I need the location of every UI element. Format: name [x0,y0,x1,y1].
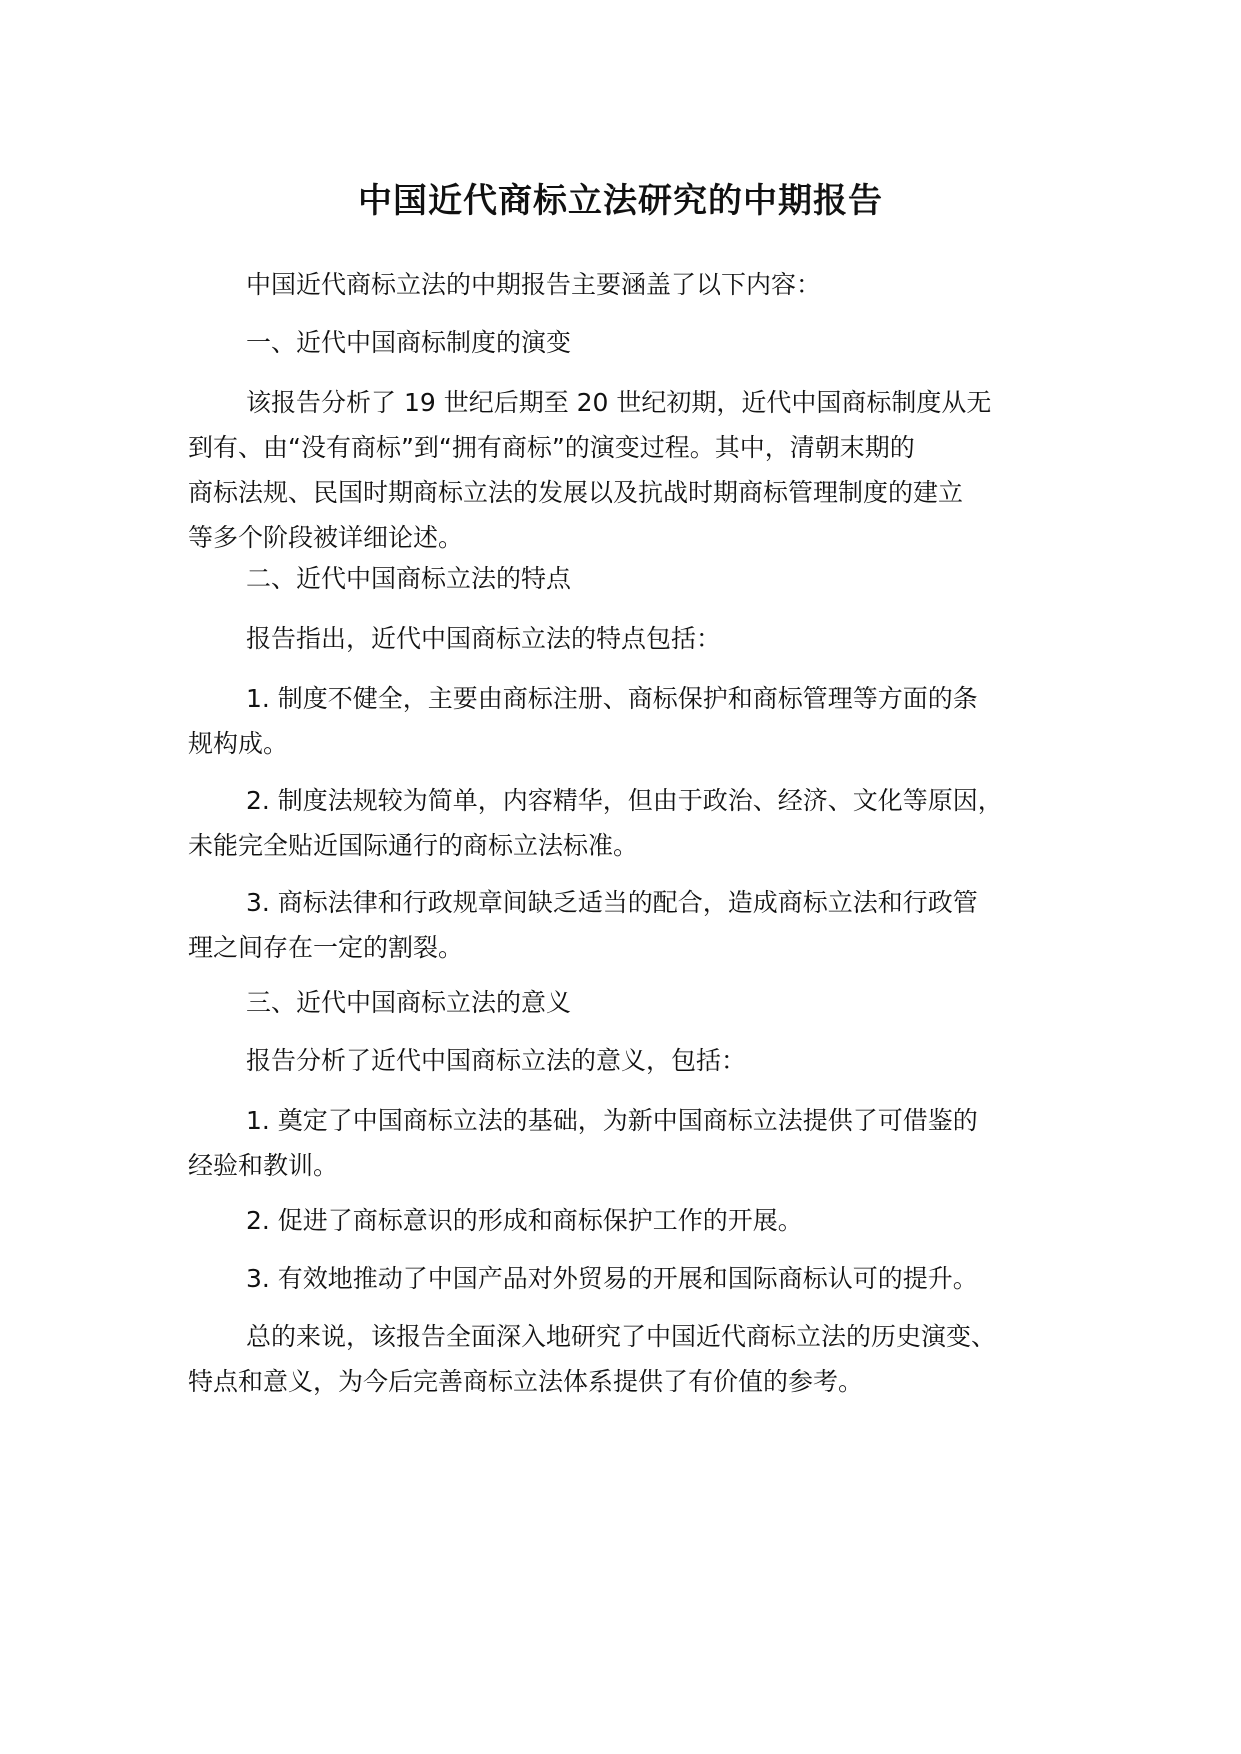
paragraph [188,1098,1078,1188]
paragraph [188,1038,1078,1083]
paragraph [188,880,1078,970]
paragraph [188,980,1078,1025]
paragraph [188,1314,1078,1404]
paragraph-line: 1. 制度不健全，主要由商标注册、商标保护和商标管理等方面的条 [246,684,978,713]
paragraph-line: 报告指出，近代中国商标立法的特点包括： [246,624,722,653]
paragraph [188,556,1078,601]
paragraph-line: 2. 促进了商标意识的形成和商标保护工作的开展。 [246,1206,803,1235]
paragraph-line: 商标法规、民国时期商标立法的发展以及抗战时期商标管理制度的建立 [188,478,964,507]
paragraph [188,676,1078,766]
paragraph-line: 三、近代中国商标立法的意义 [246,988,572,1017]
paragraph-line: 一、近代中国商标制度的演变 [246,328,572,357]
paragraph-line: 中国近代商标立法的中期报告主要涵盖了以下内容： [246,270,822,299]
paragraph-line: 规构成。 [188,729,289,758]
paragraph-line: 该报告分析了 19 世纪后期至 20 世纪初期，近代中国商标制度从无 [246,388,992,417]
paragraph [188,778,1078,868]
paragraph-line: 3. 有效地推动了中国产品对外贸易的开展和国际商标认可的提升。 [246,1264,978,1293]
paragraph-line: 等多个阶段被详细论述。 [188,523,464,552]
paragraph-line: 未能完全贴近国际通行的商标立法标准。 [188,831,639,860]
paragraph-line: 3. 商标法律和行政规章间缺乏适当的配合，造成商标立法和行政管 [246,888,978,917]
paragraph [188,1256,1078,1301]
paragraph-line: 特点和意义，为今后完善商标立法体系提供了有价值的参考。 [188,1367,864,1396]
document-title: 中国近代商标立法研究的中期报告 [358,181,883,221]
paragraph [188,320,1078,365]
paragraph-line: 到有、由“没有商标”到“拥有商标”的演变过程。其中，清朝末期的 [188,433,915,462]
paragraph-line: 报告分析了近代中国商标立法的意义，包括： [246,1046,747,1075]
paragraph [188,380,1078,560]
paragraph [188,262,1078,307]
paragraph [188,1198,1078,1243]
paragraph-line: 理之间存在一定的割裂。 [188,933,464,962]
paragraph-line: 2. 制度法规较为简单，内容精华，但由于政治、经济、文化等原因， [246,786,1003,815]
paragraph-line: 二、近代中国商标立法的特点 [246,564,572,593]
paragraph-line: 总的来说，该报告全面深入地研究了中国近代商标立法的历史演变、 [246,1322,997,1351]
paragraph-line: 经验和教训。 [188,1151,339,1180]
paragraph [188,616,1078,661]
paragraph-line: 1. 奠定了中国商标立法的基础，为新中国商标立法提供了可借鉴的 [246,1106,978,1135]
